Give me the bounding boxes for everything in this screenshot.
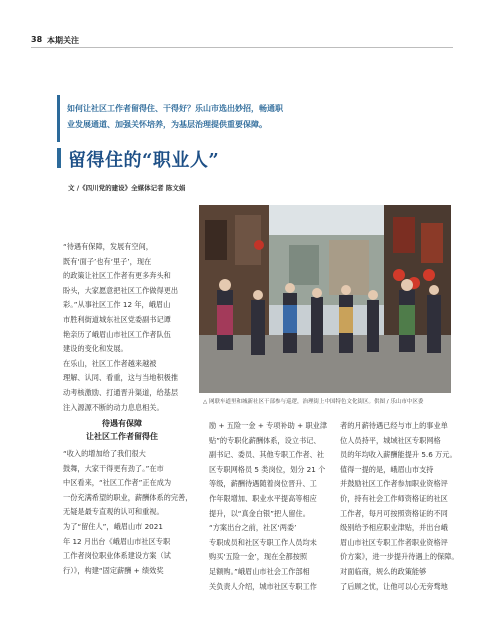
intro-line: 如何让社区工作者留得住、干得好？乐山市选出妙招，畅通职 (67, 103, 283, 113)
street-photo (199, 205, 451, 393)
body-line: 行）》，构建“固定薪酬 + 绩效奖 (63, 565, 164, 575)
body-line: 对面临商，规么的政策能够 (340, 566, 427, 576)
column-3 (340, 419, 459, 594)
article-title: 留得住的“职业人” (68, 150, 220, 171)
body-line: 无疑是最专直观的认可和重视。 (63, 507, 164, 517)
body-line: 眉山市社区专职工作者职业资格评 (340, 537, 448, 547)
photo-caption: △ 网联车道里和城新社区干部参与巡逻，治理街上中国特色文化街区。供图 / 乐山市中区委 (203, 399, 424, 405)
body-line: 在乐山，社区工作者越来越被 (63, 358, 157, 368)
body-line: 鼓舞，大家干得更有劲了。”在市 (63, 463, 164, 473)
column-2 (209, 419, 328, 594)
body-line: 年 12 月出台《峨眉山市社区专职 (63, 536, 171, 546)
column-1-top (63, 240, 181, 415)
body-line: 市胜利街道城东社区党委副书记谭 (63, 314, 171, 324)
body-line: 的政策让社区工作者有更多奔头和 (63, 271, 171, 281)
body-line: 副书记、委员、其他专职工作者、社 (209, 450, 325, 460)
body-line: 彩。”从事社区工作 12 年，峨眉山 (63, 300, 171, 310)
body-line: 级别给予相应职业津贴，并出台峨 (340, 523, 448, 533)
body-line: “待遇有保障，发展有空间， (63, 242, 153, 251)
section-label: 本期关注 (47, 36, 79, 45)
subhead-line-2: 让社区工作者留得住 (86, 432, 158, 441)
body-line: 足额购。”峨眉山市社会工作部相 (209, 566, 310, 576)
body-line: 理解、认同、看重，这与当地积极推 (63, 373, 179, 383)
intro-text (67, 100, 315, 132)
body-line: 等级，薪酬待遇随着岗位晋升、工 (209, 479, 317, 489)
body-line: 价方案》，进一步提升待遇上的保障。 (340, 552, 459, 562)
body-line: 员的年均收入薪酬能提升 5.6 万元。 (340, 450, 457, 460)
intro-box (57, 95, 315, 142)
column-1-bottom (63, 447, 193, 578)
body-line: 了后顾之忧，让他可以心无旁骛地 (340, 581, 448, 591)
body-line: 励 + 五险一金 + 专项补助 + 职业津 (209, 421, 328, 430)
header-divider (31, 47, 453, 48)
body-line: 作年限增加、职业水平提高等相应 (209, 493, 317, 503)
body-line: 位人员持平，城域社区专职网格 (340, 435, 441, 445)
body-line: 艳亲历了峨眉山市社区工作者队伍 (63, 329, 171, 339)
body-line: “方案出台之前，社区‘两委’ (209, 523, 297, 533)
body-line: 专职成员和社区专职工作人员均未 (209, 537, 317, 547)
body-line: 既有‘面子’也有‘里子’，现在 (63, 256, 152, 266)
intro-line: 业发展通道、加强关怀培养，为基层治理提供重要保障。 (67, 119, 267, 129)
body-line: “收入的增加给了我们很大 (63, 449, 146, 458)
body-line: 工作者岗位职业体系建设方案（试 (63, 551, 171, 561)
body-line: 价，持有社会工作师资格证的社区 (340, 493, 448, 503)
page-number: 38 (31, 35, 43, 44)
body-line: 中区看来，“社区工作者”正在成为 (63, 478, 172, 488)
subhead-line-1: 待遇有保障 (102, 419, 142, 428)
body-line: 建设的变化和发展。 (63, 344, 128, 354)
body-line: 值得一提的是，峨眉山市支持 (340, 464, 434, 474)
body-line: 注入源源不断的动力息息相关。 (63, 402, 164, 412)
body-line: 区专职网格员 5 类岗位，划分 21 个 (209, 464, 326, 474)
body-line: 并鼓励社区工作者参加职业资格评 (340, 479, 448, 489)
body-line: 贴”的专职化薪酬体系，设立书记、 (209, 435, 321, 445)
body-line: 者的月薪待遇已经与市上的事业单 (340, 421, 448, 430)
body-line: 购买‘五险一金’，现在全都按照 (209, 552, 308, 562)
body-line: 一份充满希望的职业，薪酬体系的完善， (63, 492, 193, 502)
body-line: 关负责人介绍，城市社区专职工作 (209, 581, 317, 591)
title-accent-bar (57, 148, 61, 168)
body-line: 动考核激励、打通晋升渠道，给基层 (63, 387, 179, 397)
body-line: 提升，以“真金白银”把人留住。 (209, 508, 310, 518)
byline: 文 /《四川党的建设》全媒体记者 陈文娟 (68, 184, 186, 192)
body-line: 为了“留住人”，峨眉山市 2021 (63, 521, 163, 531)
body-line: 盼头，大家愿意把社区工作做得更出 (63, 285, 179, 295)
body-line: 工作者，每月可按照资格证的不同 (340, 508, 448, 518)
